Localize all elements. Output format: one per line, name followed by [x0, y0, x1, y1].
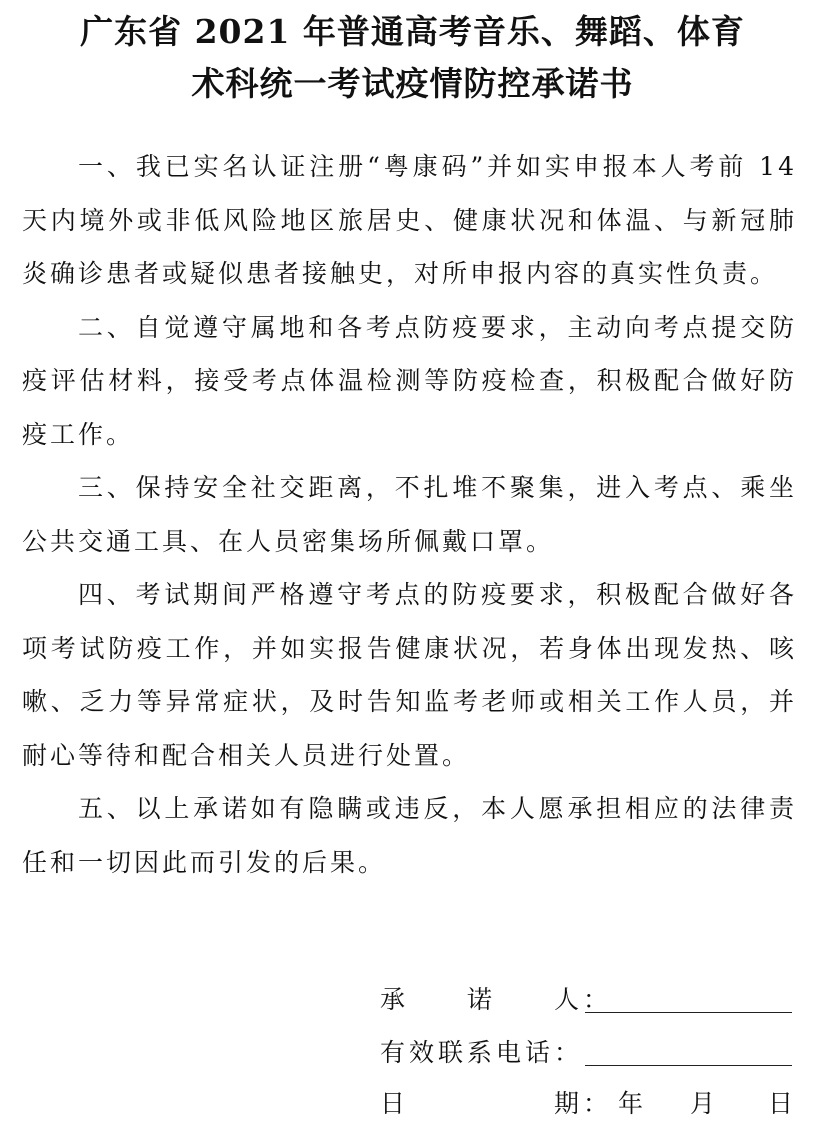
- phone-label: 有效联系电话：: [380, 1038, 584, 1067]
- date-year-label: 年: [618, 1089, 648, 1118]
- phone-fill-line[interactable]: [585, 1065, 792, 1066]
- promiser-row: [380, 980, 800, 1020]
- date-day-label: 日: [768, 1089, 798, 1118]
- paragraph-5: 五、以上承诺如有隐瞒或违反，本人愿承担相应的法律责任和一切因此而引发的后果。: [22, 794, 797, 877]
- promiser-label: 承 诺 人：: [380, 985, 613, 1014]
- paragraph-2: 二、自觉遵守属地和各考点防疫要求，主动向考点提交防疫评估材料，接受考点体温检测等防疫检查，积极配合做好防疫工作。: [22, 312, 797, 449]
- phone-row: [380, 1033, 800, 1073]
- paragraph-4: 四、考试期间严格遵守考点的防疫要求，积极配合做好各项考试防疫工作，并如实报告健康状况，若身体出现发热、咳嗽、乏力等异常症状，及时告知监考老师或相关工作人员，并耐心等待和配合相关人员进行处置。: [22, 580, 797, 770]
- date-month-label: 月: [690, 1089, 720, 1118]
- paragraph-1: 一、我已实名认证注册“粤康码”并如实申报本人考前 14 天内境外或非低风险地区旅居史、健康状况和体温、与新冠肺炎确诊患者或疑似患者接触史，对所申报内容的真实性负责。: [22, 152, 797, 288]
- promiser-signature-line[interactable]: [585, 1012, 792, 1013]
- document-title-line-2: 术科统一考试疫情防控承诺书: [191, 64, 634, 103]
- date-row: [380, 1084, 800, 1124]
- date-label: 日 期：: [380, 1089, 613, 1118]
- paragraph-3: 三、保持安全社交距离，不扎堆不聚集，进入考点、乘坐公共交通工具、在人员密集场所佩戴口罩。: [22, 473, 797, 556]
- document-title-line-1: 广东省 2021 年普通高考音乐、舞蹈、体育: [80, 12, 745, 51]
- document-body: [22, 140, 797, 889]
